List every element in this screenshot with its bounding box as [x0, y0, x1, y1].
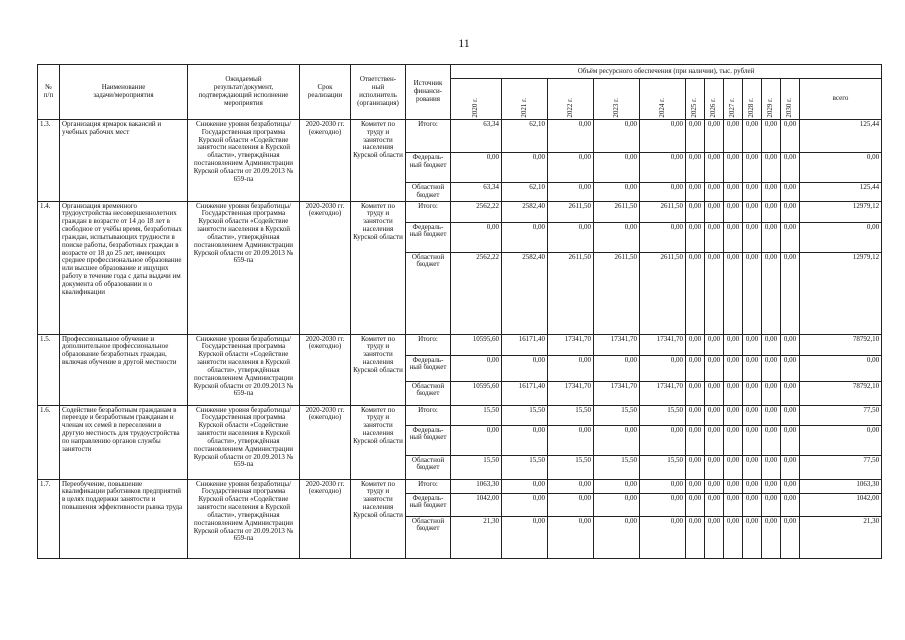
row-value: 0,00	[502, 493, 548, 516]
row-source: Областной бюджет	[406, 252, 451, 334]
row-source: Областной бюджет	[406, 381, 451, 405]
table-row	[38, 405, 882, 425]
row-value: 0,00	[762, 455, 781, 479]
row-task: Организация временного трудоустройства несовершеннолетних граждан в возрасте от 14 до 18 лет в свободное от учёбы время, безработных граждан, испытывающих трудности в поиске работы, безработных граждан в возрасте от 18 до 25 лет, имеющих среднее профессиональное образование или высшее образование и ищущих работу в течение года с даты выдачи им документа об образовании и о квалификации	[60, 201, 188, 334]
header-year: 2027 г.	[724, 79, 743, 120]
row-value: 0,00	[762, 153, 781, 183]
table-body	[38, 120, 882, 559]
row-value: 0,00	[502, 479, 548, 493]
row-value: 0,00	[705, 222, 724, 252]
row-value: 0,00	[548, 222, 594, 252]
row-value: 17341,70	[594, 381, 640, 405]
row-value: 0,00	[743, 183, 762, 202]
row-value: 15,50	[594, 405, 640, 425]
row-source: Итого:	[406, 334, 451, 355]
row-value: 0,00	[762, 381, 781, 405]
header-year: 2020 г.	[451, 79, 502, 120]
header-year: 2028 г.	[743, 79, 762, 120]
row-value: 0,00	[762, 425, 781, 455]
header-term: Срок реализации	[300, 65, 351, 120]
row-value: 0,00	[762, 405, 781, 425]
row-value: 0,00	[594, 425, 640, 455]
row-result: Снижение уровня безработицы/Государственная программа Курской области «Содействие занятости населения в Курской области», утверждённая постановлением Администрации Курской области от 20.09.2013 № 659-па	[188, 201, 300, 334]
row-value: 0,00	[743, 455, 762, 479]
row-value: 0,00	[640, 183, 686, 202]
row-value: 0,00	[502, 222, 548, 252]
row-value: 0,00	[781, 120, 800, 153]
row-value: 0,00	[781, 479, 800, 493]
row-value: 15,50	[502, 405, 548, 425]
row-value: 0,00	[640, 120, 686, 153]
row-term: 2020-2030 гг. (ежегодно)	[300, 479, 351, 558]
row-value: 0,00	[502, 516, 548, 558]
row-value: 0,00	[548, 516, 594, 558]
row-term: 2020-2030 гг. (ежегодно)	[300, 120, 351, 202]
row-value: 0,00	[640, 355, 686, 381]
row-source: Итого:	[406, 479, 451, 493]
row-value: 0,00	[762, 201, 781, 222]
row-value: 0,00	[594, 183, 640, 202]
row-executor: Комитет по труду и занятости населения Курской области	[351, 201, 406, 334]
header-year: 2022 г.	[548, 79, 594, 120]
row-value: 15,50	[502, 455, 548, 479]
row-value: 0,00	[762, 120, 781, 153]
row-executor: Комитет по труду и занятости населения Курской области	[351, 479, 406, 558]
row-value: 0,00	[724, 153, 743, 183]
row-value: 0,00	[724, 334, 743, 355]
row-value: 15,50	[451, 405, 502, 425]
row-value: 0,00	[705, 493, 724, 516]
row-value: 0,00	[762, 479, 781, 493]
row-value: 15,50	[640, 455, 686, 479]
row-value: 0,00	[781, 222, 800, 252]
row-value: 0,00	[762, 252, 781, 334]
row-value: 0,00	[724, 455, 743, 479]
row-value: 0,00	[724, 120, 743, 153]
row-number: 1.3.	[38, 120, 60, 202]
row-total: 77,50	[800, 455, 882, 479]
row-value: 15,50	[548, 405, 594, 425]
row-task: Организация ярмарок вакансий и учебных рабочих мест	[60, 120, 188, 202]
row-value: 1042,00	[451, 493, 502, 516]
row-value: 0,00	[724, 252, 743, 334]
row-value: 0,00	[686, 455, 705, 479]
row-value: 0,00	[724, 493, 743, 516]
row-total: 77,50	[800, 405, 882, 425]
row-value: 0,00	[502, 425, 548, 455]
row-value: 0,00	[640, 516, 686, 558]
row-total: 0,00	[800, 355, 882, 381]
row-number: 1.5.	[38, 334, 60, 405]
row-value: 1063,30	[451, 479, 502, 493]
row-value: 0,00	[705, 355, 724, 381]
row-value: 0,00	[781, 183, 800, 202]
row-value: 0,00	[548, 493, 594, 516]
row-value: 0,00	[743, 334, 762, 355]
row-total: 12979,12	[800, 201, 882, 222]
row-value: 15,50	[640, 405, 686, 425]
row-value: 0,00	[762, 334, 781, 355]
row-total: 78792,10	[800, 381, 882, 405]
row-value: 0,00	[640, 425, 686, 455]
row-source: Федераль-ный бюджет	[406, 493, 451, 516]
row-total: 1063,30	[800, 479, 882, 493]
row-value: 0,00	[724, 201, 743, 222]
row-value: 62,10	[502, 183, 548, 202]
row-value: 0,00	[705, 120, 724, 153]
row-value: 0,00	[548, 479, 594, 493]
row-value: 0,00	[451, 355, 502, 381]
row-number: 1.6.	[38, 405, 60, 479]
row-value: 2611,50	[594, 201, 640, 222]
row-value: 0,00	[743, 355, 762, 381]
row-value: 0,00	[762, 493, 781, 516]
row-value: 2562,22	[451, 252, 502, 334]
row-value: 0,00	[548, 120, 594, 153]
row-value: 0,00	[451, 153, 502, 183]
row-value: 0,00	[781, 355, 800, 381]
row-value: 0,00	[640, 222, 686, 252]
row-value: 0,00	[781, 455, 800, 479]
row-value: 0,00	[705, 153, 724, 183]
row-total: 1042,00	[800, 493, 882, 516]
row-value: 0,00	[451, 222, 502, 252]
row-value: 0,00	[686, 183, 705, 202]
resource-table	[37, 64, 882, 559]
row-value: 0,00	[743, 120, 762, 153]
row-value: 0,00	[686, 153, 705, 183]
row-value: 0,00	[686, 120, 705, 153]
row-source: Федераль-ный бюджет	[406, 355, 451, 381]
header-year: 2024 г.	[640, 79, 686, 120]
row-value: 0,00	[743, 479, 762, 493]
row-value: 0,00	[724, 405, 743, 425]
row-value: 2611,50	[548, 201, 594, 222]
row-value: 0,00	[781, 252, 800, 334]
row-value: 10595,60	[451, 381, 502, 405]
row-task: Содействие безработным гражданам в переезде и безработным гражданам и членам их семей в переселении в другую местность для трудоустройства по направлению органов службы занятости	[60, 405, 188, 479]
row-value: 0,00	[762, 355, 781, 381]
header-volume: Объём ресурсного обеспечения (при наличии), тыс. рублей	[451, 65, 882, 79]
row-value: 0,00	[724, 355, 743, 381]
row-value: 0,00	[594, 479, 640, 493]
row-value: 0,00	[594, 355, 640, 381]
row-value: 0,00	[548, 183, 594, 202]
row-value: 0,00	[686, 355, 705, 381]
row-value: 0,00	[686, 493, 705, 516]
row-result: Снижение уровня безработицы/Государственная программа Курской области «Содействие занятости населения в Курской области», утверждённая постановлением Администрации Курской области от 20.09.2013 № 659-па	[188, 334, 300, 405]
row-value: 0,00	[724, 222, 743, 252]
row-value: 0,00	[686, 252, 705, 334]
row-value: 16171,40	[502, 381, 548, 405]
row-total: 125,44	[800, 120, 882, 153]
row-value: 2582,40	[502, 201, 548, 222]
row-term: 2020-2030 гг. (ежегодно)	[300, 201, 351, 334]
row-value: 0,00	[724, 381, 743, 405]
row-value: 15,50	[548, 455, 594, 479]
row-value: 0,00	[705, 405, 724, 425]
row-value: 0,00	[781, 381, 800, 405]
row-value: 0,00	[686, 516, 705, 558]
row-value: 0,00	[724, 425, 743, 455]
row-value: 0,00	[686, 479, 705, 493]
row-result: Снижение уровня безработицы/Государственная программа Курской области «Содействие занятости населения в Курской области», утверждённая постановлением Администрации Курской области от 20.09.2013 № 659-па	[188, 120, 300, 202]
row-value: 0,00	[743, 222, 762, 252]
row-value: 0,00	[743, 201, 762, 222]
row-value: 2611,50	[640, 252, 686, 334]
row-total: 21,30	[800, 516, 882, 558]
row-value: 0,00	[743, 252, 762, 334]
header-executor: Ответствен- ный исполнитель (организация)	[351, 65, 406, 120]
header-total: всего	[800, 79, 882, 120]
row-value: 0,00	[686, 334, 705, 355]
row-value: 62,10	[502, 120, 548, 153]
row-value: 0,00	[594, 153, 640, 183]
row-value: 0,00	[705, 201, 724, 222]
row-value: 0,00	[743, 425, 762, 455]
row-value: 0,00	[762, 222, 781, 252]
header-year: 2029 г.	[762, 79, 781, 120]
row-value: 0,00	[686, 381, 705, 405]
row-value: 2611,50	[594, 252, 640, 334]
row-value: 0,00	[705, 252, 724, 334]
row-value: 0,00	[724, 479, 743, 493]
row-value: 10595,60	[451, 334, 502, 355]
row-value: 0,00	[686, 222, 705, 252]
row-source: Федераль-ный бюджет	[406, 425, 451, 455]
row-value: 0,00	[594, 516, 640, 558]
row-value: 2562,22	[451, 201, 502, 222]
row-value: 0,00	[705, 381, 724, 405]
row-value: 0,00	[743, 493, 762, 516]
row-task: Переобучение, повышение квалификации работников предприятий в целях поддержки занятости и повышения эффективности рынка труда	[60, 479, 188, 558]
row-value: 15,50	[451, 455, 502, 479]
row-total: 0,00	[800, 153, 882, 183]
table-row	[38, 120, 882, 153]
header-year: 2026 г.	[705, 79, 724, 120]
row-value: 17341,70	[594, 334, 640, 355]
row-value: 17341,70	[548, 334, 594, 355]
row-result: Снижение уровня безработицы/Государственная программа Курской области «Содействие занятости населения в Курской области», утверждённая постановлением Администрации Курской области от 20.09.2013 № 659-па	[188, 405, 300, 479]
row-value: 0,00	[705, 425, 724, 455]
row-source: Федераль-ный бюджет	[406, 153, 451, 183]
row-task: Профессиональное обучение и дополнительное профессиональное образование безработных граждан, включая обучение в другой местности	[60, 334, 188, 405]
row-value: 0,00	[686, 201, 705, 222]
row-value: 0,00	[762, 183, 781, 202]
row-value: 0,00	[594, 222, 640, 252]
row-value: 0,00	[743, 153, 762, 183]
row-value: 0,00	[781, 201, 800, 222]
row-source: Федераль-ный бюджет	[406, 222, 451, 252]
row-term: 2020-2030 гг. (ежегодно)	[300, 334, 351, 405]
row-value: 0,00	[743, 405, 762, 425]
row-value: 17341,70	[640, 334, 686, 355]
row-value: 17341,70	[640, 381, 686, 405]
row-value: 0,00	[724, 183, 743, 202]
header-num: № п/п	[38, 65, 60, 120]
header-year: 2025 г.	[686, 79, 705, 120]
row-value: 0,00	[686, 405, 705, 425]
table-row	[38, 479, 882, 493]
row-value: 0,00	[502, 153, 548, 183]
row-source: Областной бюджет	[406, 455, 451, 479]
row-source: Областной бюджет	[406, 516, 451, 558]
table-row	[38, 201, 882, 222]
header-year: 2021 г.	[502, 79, 548, 120]
row-value: 2582,40	[502, 252, 548, 334]
row-value: 0,00	[781, 516, 800, 558]
row-executor: Комитет по труду и занятости населения Курской области	[351, 405, 406, 479]
row-total: 0,00	[800, 425, 882, 455]
row-number: 1.7.	[38, 479, 60, 558]
header-task: Наименование задачи/мероприятия	[60, 65, 188, 120]
row-value: 0,00	[743, 516, 762, 558]
row-total: 125,44	[800, 183, 882, 202]
row-value: 0,00	[594, 493, 640, 516]
row-executor: Комитет по труду и занятости населения Курской области	[351, 334, 406, 405]
row-value: 0,00	[781, 334, 800, 355]
row-value: 17341,70	[548, 381, 594, 405]
row-value: 0,00	[705, 455, 724, 479]
page-number: 11	[458, 36, 470, 50]
row-value: 0,00	[781, 153, 800, 183]
row-executor: Комитет по труду и занятости населения Курской области	[351, 120, 406, 202]
row-source: Областной бюджет	[406, 183, 451, 202]
header-source: Источник финанси- рования	[406, 65, 451, 120]
row-value: 0,00	[548, 153, 594, 183]
row-value: 63,34	[451, 183, 502, 202]
row-source: Итого:	[406, 201, 451, 222]
row-value: 0,00	[781, 405, 800, 425]
row-value: 0,00	[705, 479, 724, 493]
row-term: 2020-2030 гг. (ежегодно)	[300, 405, 351, 479]
row-value: 0,00	[548, 355, 594, 381]
row-value: 0,00	[502, 355, 548, 381]
row-value: 0,00	[548, 425, 594, 455]
row-value: 15,50	[594, 455, 640, 479]
row-value: 0,00	[451, 425, 502, 455]
row-value: 0,00	[640, 493, 686, 516]
row-value: 2611,50	[548, 252, 594, 334]
header-result: Ожидаемый результат/документ, подтверждающий исполнение мероприятия	[188, 65, 300, 120]
row-value: 0,00	[640, 153, 686, 183]
row-value: 0,00	[724, 516, 743, 558]
row-source: Итого:	[406, 405, 451, 425]
row-value: 0,00	[705, 334, 724, 355]
row-result: Снижение уровня безработицы/Государственная программа Курской области «Содействие занятости населения в Курской области», утверждённая постановлением Администрации Курской области от 20.09.2013 № 659-па	[188, 479, 300, 558]
header-year: 2023 г.	[594, 79, 640, 120]
row-value: 0,00	[781, 493, 800, 516]
row-value: 0,00	[743, 381, 762, 405]
row-total: 78792,10	[800, 334, 882, 355]
table-row	[38, 334, 882, 355]
row-value: 0,00	[705, 183, 724, 202]
table-header	[38, 65, 882, 120]
row-value: 0,00	[705, 516, 724, 558]
row-total: 12979,12	[800, 252, 882, 334]
row-number: 1.4.	[38, 201, 60, 334]
row-value: 0,00	[781, 425, 800, 455]
row-value: 21,30	[451, 516, 502, 558]
row-value: 0,00	[686, 425, 705, 455]
row-value: 0,00	[640, 479, 686, 493]
row-source: Итого:	[406, 120, 451, 153]
row-value: 2611,50	[640, 201, 686, 222]
row-value: 16171,40	[502, 334, 548, 355]
header-year: 2030 г.	[781, 79, 800, 120]
row-value: 0,00	[594, 120, 640, 153]
row-total: 0,00	[800, 222, 882, 252]
row-value: 63,34	[451, 120, 502, 153]
row-value: 0,00	[762, 516, 781, 558]
